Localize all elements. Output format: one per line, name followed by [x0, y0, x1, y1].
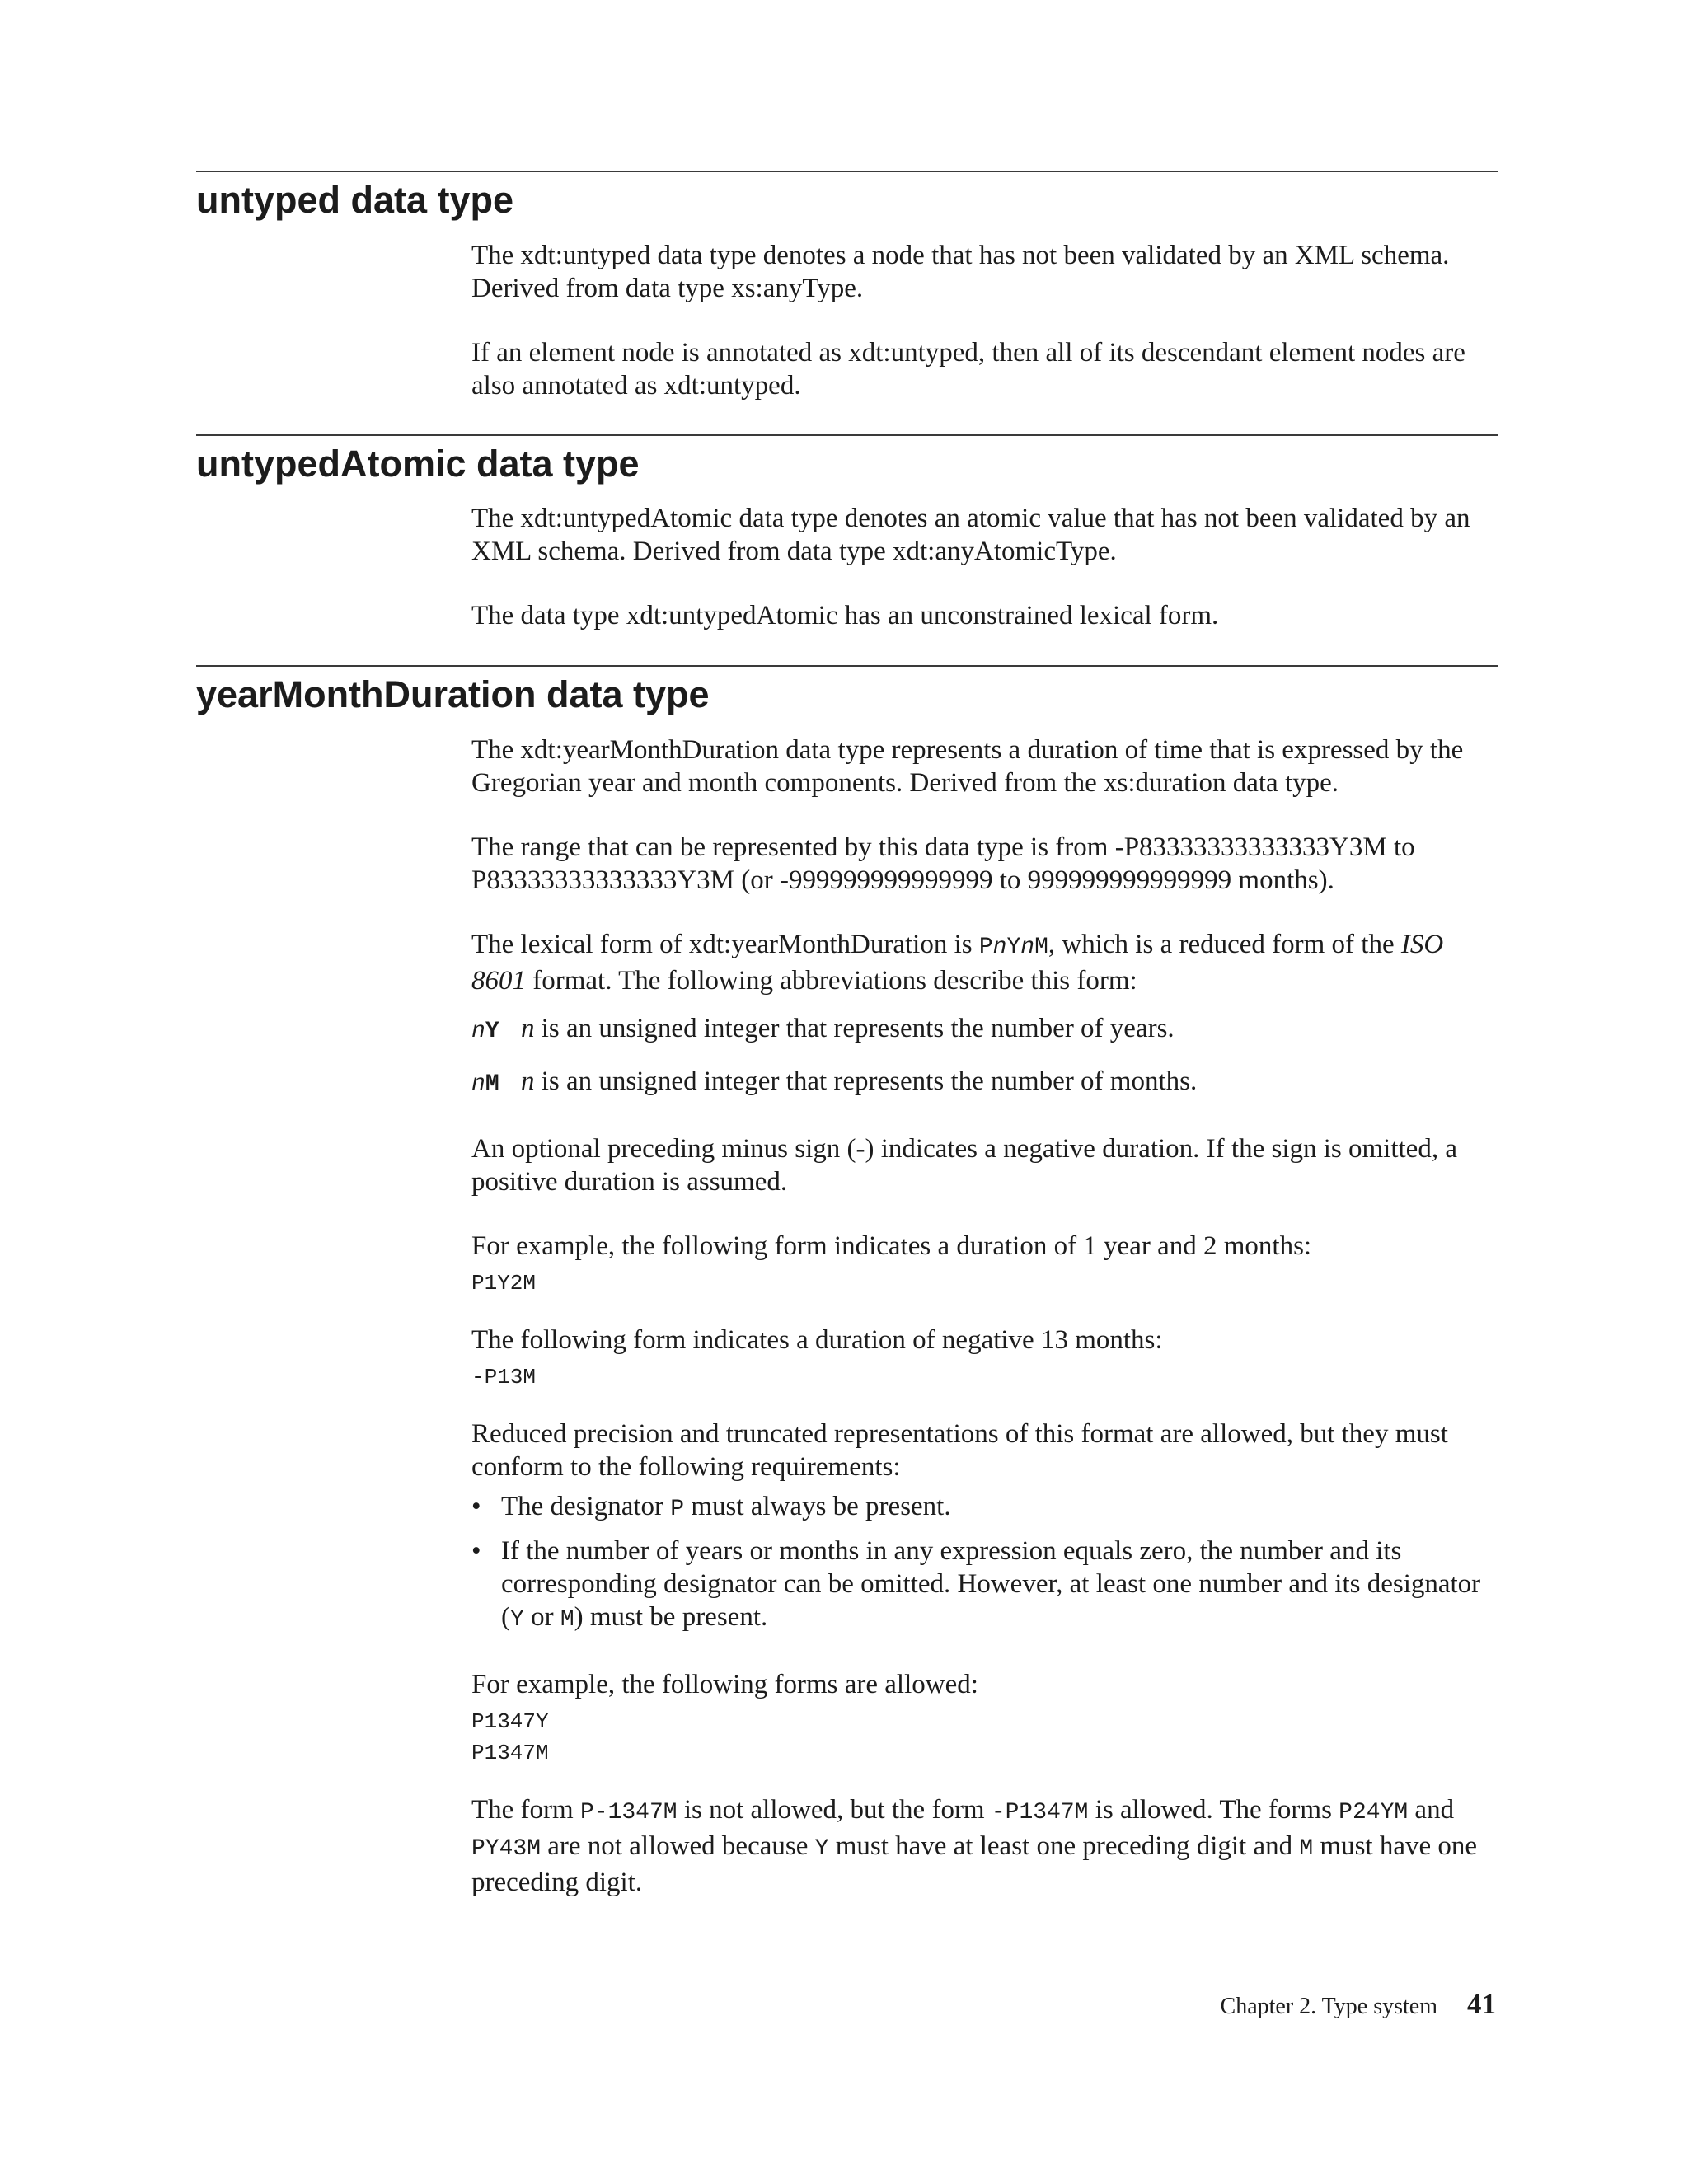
inline-code: P24YM [1339, 1800, 1409, 1825]
definition-desc [521, 1012, 1175, 1045]
text: is allowed. The forms [1088, 1795, 1339, 1825]
paragraph: The following form indicates a duration of negative 13 months: [471, 1325, 1163, 1355]
section-untyped [196, 171, 1498, 223]
desc-part: is an unsigned integer that represents the number of years. [534, 1014, 1175, 1043]
definition-list [471, 1012, 1502, 1101]
code-part: P [978, 935, 993, 960]
page-number: 41 [1467, 1988, 1496, 2020]
section-heading: untypedAtomic data type [196, 443, 640, 485]
paragraph: If an element node is annotated as xdt:untyped, then all of its descendant element nodes are also annotated as xdt:untyped. [471, 338, 1465, 401]
inline-code: M [1299, 1836, 1314, 1862]
section-year-month-duration-body [471, 733, 1502, 1899]
paragraph: An optional preceding minus sign (-) indicates a negative duration. If the sign is omitted, a positive duration is assumed. [471, 1134, 1457, 1197]
section-year-month-duration [196, 665, 1498, 718]
code-block: P1Y2M [471, 1271, 537, 1296]
paragraph: For example, the following form indicates a duration of 1 year and 2 months: [471, 1231, 1312, 1261]
code-part: n [1020, 935, 1035, 960]
paragraph: The data type xdt:untypedAtomic has an unconstrained lexical form. [471, 601, 1219, 630]
text: is not allowed, but the form [677, 1795, 992, 1825]
paragraph: For example, the following forms are allowed: [471, 1670, 978, 1699]
page-footer [989, 1988, 1496, 2021]
text: must always be present. [684, 1492, 951, 1521]
definition-row [471, 1012, 1502, 1048]
paragraph: The range that can be represented by this data type is from -P83333333333333Y3M to P83333333333333Y3M (or -999999999999999 to 999999999999999 months). [471, 832, 1415, 895]
term-part: Y [485, 1019, 499, 1044]
text: , which is a reduced form of the [1048, 930, 1401, 959]
section-rule [196, 171, 1498, 172]
inline-code: PY43M [471, 1836, 542, 1862]
desc-part: n [521, 1066, 535, 1096]
text: If the number of years or months in any expression equals zero, the number and its corresponding designator can be omitted. However, at least one number and its designator ( [501, 1536, 1481, 1632]
requirements-list [471, 1490, 1502, 1637]
term-part: M [485, 1071, 499, 1097]
section-heading: untyped data type [196, 179, 514, 221]
definition-desc [521, 1065, 1197, 1098]
section-untyped-atomic-body [471, 502, 1502, 632]
inline-code: P [670, 1497, 685, 1522]
term-part: n [471, 1019, 485, 1044]
definition-row [471, 1065, 1502, 1101]
section-rule [196, 434, 1498, 436]
inline-code [979, 935, 1048, 960]
paragraph-lexical-form [471, 928, 1502, 997]
inline-code: M [560, 1607, 574, 1633]
text: The designator [501, 1492, 671, 1521]
section-rule [196, 665, 1498, 667]
text: The lexical form of xdt:yearMonthDuration is [471, 930, 979, 959]
text: are not allowed because [541, 1831, 815, 1861]
inline-code: Y [510, 1607, 524, 1633]
text: format. The following abbreviations describe this form: [526, 966, 1137, 996]
section-untyped-atomic [196, 434, 1498, 487]
section-untyped-body [471, 239, 1502, 402]
inline-code: Y [814, 1836, 829, 1862]
definition-term [471, 1068, 521, 1101]
chapter-title: Chapter 2. Type system [1220, 1994, 1437, 2019]
list-item [471, 1535, 1502, 1637]
paragraph: Reduced precision and truncated representations of this format are allowed, but they must conform to the following requirements: [471, 1419, 1448, 1482]
text: must have one preceding digit. [471, 1831, 1478, 1897]
inline-code: P-1347M [579, 1800, 678, 1825]
term-part: n [471, 1071, 485, 1097]
emphasis: ISO 8601 [471, 930, 1444, 996]
paragraph: The xdt:untyped data type denotes a node that has not been validated by an XML schema. Derived from data type xs:anyType. [471, 241, 1450, 303]
list-item [471, 1490, 1502, 1526]
desc-part: n [521, 1014, 535, 1043]
paragraph: The xdt:untypedAtomic data type denotes an atomic value that has not been validated by an XML schema. Derived from data type xdt:anyAtomicType. [471, 504, 1470, 566]
code-block: -P13M [471, 1365, 537, 1390]
section-heading: yearMonthDuration data type [196, 673, 710, 715]
definition-term [471, 1015, 521, 1048]
code-part: n [992, 935, 1007, 960]
paragraph: The xdt:yearMonthDuration data type represents a duration of time that is expressed by the Gregorian year and month components. Derived from the xs:duration data type. [471, 735, 1464, 798]
text: and [1408, 1795, 1455, 1825]
inline-code: -P1347M [991, 1800, 1089, 1825]
paragraph-forms [471, 1793, 1502, 1899]
text: must have at least one preceding digit and [828, 1831, 1300, 1861]
text: The form [471, 1795, 580, 1825]
code-part: Y [1006, 935, 1021, 960]
desc-part: is an unsigned integer that represents the number of months. [534, 1066, 1198, 1096]
code-block: P1347Y P1347M [471, 1709, 549, 1765]
code-part: M [1034, 935, 1048, 960]
text: or [523, 1602, 560, 1632]
text: ) must be present. [574, 1602, 768, 1632]
